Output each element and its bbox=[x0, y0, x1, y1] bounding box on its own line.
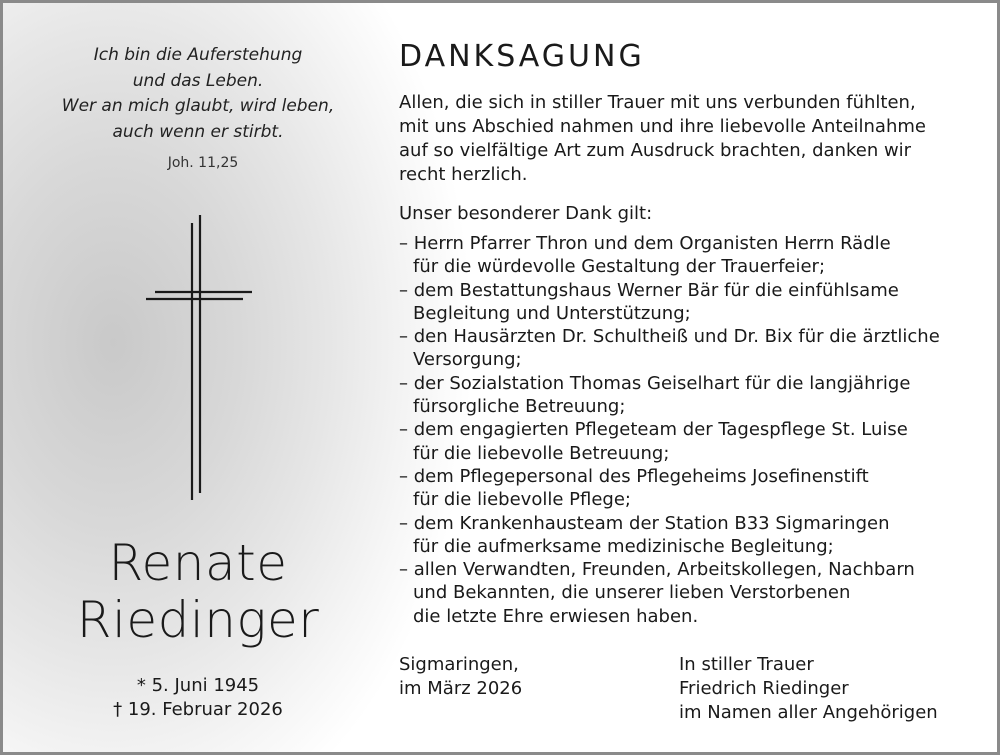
thanks-heading: Unser besonderer Dank gilt: bbox=[399, 203, 653, 224]
list-item: – dem Pflegepersonal des Pflegeheims Josefinenstift für die liebevolle Pflege; bbox=[399, 465, 869, 511]
date: im März 2026 bbox=[399, 678, 523, 699]
quote-line: und das Leben. bbox=[132, 70, 264, 91]
place-date bbox=[399, 653, 522, 701]
quote-line: Wer an mich glaubt, wird leben, bbox=[61, 96, 335, 116]
signature bbox=[679, 653, 938, 725]
signature-line: Friedrich Riedinger bbox=[679, 678, 849, 699]
place: Sigmaringen, bbox=[399, 654, 519, 675]
quote-line: Ich bin die Auferstehung bbox=[93, 45, 303, 65]
life-dates bbox=[33, 674, 363, 722]
quote-reference: Joh. 11,25 bbox=[167, 155, 239, 171]
thanks-list bbox=[399, 232, 940, 628]
deceased-last-name: Riedinger bbox=[76, 591, 320, 649]
list-item: – der Sozialstation Thomas Geiselhart für die langjährige fürsorgliche Betreuung; bbox=[399, 372, 911, 418]
death-date: † 19. Februar 2026 bbox=[113, 699, 283, 720]
intro-line: auf so vielfältige Art zum Ausdruck brachten, danken wir bbox=[399, 140, 912, 161]
list-item: – den Hausärzten Dr. Schultheiß und Dr. Bix für die ärztliche Versorgung; bbox=[399, 326, 940, 371]
intro-line: mit uns Abschied nahmen und ihre liebevolle Anteilnahme bbox=[399, 116, 926, 137]
signature-line: In stiller Trauer bbox=[679, 654, 814, 675]
list-item: – dem engagierten Pflegeteam der Tagespflege St. Luise für die liebevolle Betreuung; bbox=[399, 419, 908, 464]
birth-date: * 5. Juni 1945 bbox=[136, 675, 260, 696]
notice-title: DANKSAGUNG bbox=[399, 39, 645, 74]
list-item: – Herrn Pfarrer Thron und dem Organisten Herrn Rädle für die würdevolle Gestaltung der Trauerfeier; bbox=[399, 233, 891, 278]
quote-line: auch wenn er stirbt. bbox=[112, 121, 284, 142]
intro-text bbox=[399, 91, 969, 187]
deceased-first-name: Renate bbox=[108, 534, 288, 592]
list-item: – dem Krankenhausteam der Station B33 Sigmaringen für die aufmerksame medizinische Begleitung; bbox=[399, 512, 890, 557]
intro-line: recht herzlich. bbox=[399, 164, 528, 185]
cross-icon bbox=[3, 3, 403, 523]
intro-line: Allen, die sich in stiller Trauer mit uns verbunden fühlten, bbox=[399, 92, 916, 113]
list-item: – dem Bestattungshaus Werner Bär für die einfühlsame Begleitung und Unterstützung; bbox=[399, 279, 899, 324]
signature-line: im Namen aller Angehörigen bbox=[679, 702, 938, 723]
list-item: – allen Verwandten, Freunden, Arbeitskollegen, Nachbarn und Bekannten, die unserer lieben Verstorbenen die letzte Ehre erwiesen haben. bbox=[399, 559, 915, 627]
